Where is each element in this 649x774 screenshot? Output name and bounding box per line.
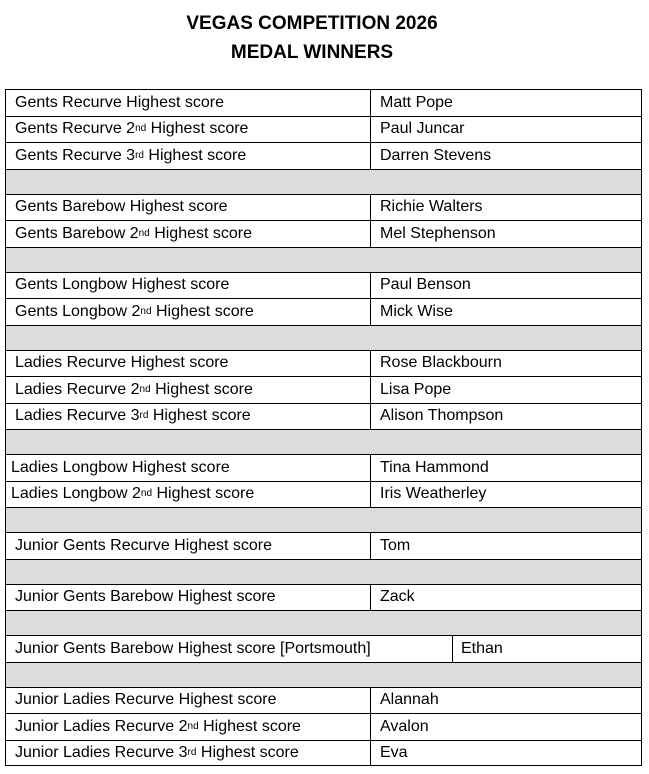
category-label: Gents Longbow 2 nd Highest score bbox=[15, 302, 254, 320]
column-divider bbox=[370, 404, 371, 430]
winner-name: Zack bbox=[380, 588, 415, 606]
column-divider bbox=[370, 195, 371, 221]
category-label: Ladies Longbow 2 nd Highest score bbox=[11, 485, 255, 503]
winner-name: Mel Stephenson bbox=[380, 224, 496, 242]
separator-row bbox=[5, 610, 642, 635]
separator-row bbox=[5, 429, 642, 454]
table-row bbox=[5, 116, 642, 143]
table-row bbox=[5, 454, 642, 481]
column-divider bbox=[370, 714, 371, 740]
document-subtitle: MEDAL WINNERS bbox=[230, 42, 394, 63]
column-divider bbox=[370, 741, 371, 766]
table-row bbox=[5, 687, 642, 714]
winner-name: Alison Thompson bbox=[380, 407, 504, 425]
category-label: Junior Ladies Recurve 2 nd Highest score bbox=[15, 717, 301, 735]
column-divider bbox=[370, 351, 371, 377]
separator-row bbox=[5, 662, 642, 687]
winner-name: Eva bbox=[380, 743, 408, 761]
column-divider bbox=[370, 273, 371, 299]
winner-name: Matt Pope bbox=[380, 93, 453, 111]
category-label: Gents Recurve 2 nd Highest score bbox=[15, 120, 249, 138]
column-divider bbox=[370, 221, 371, 247]
category-label: Ladies Recurve 2 nd Highest score bbox=[15, 380, 253, 398]
table-row bbox=[5, 376, 642, 403]
column-divider bbox=[370, 90, 371, 116]
category-label: Ladies Recurve 3 rd Highest score bbox=[15, 407, 251, 425]
table-row bbox=[5, 142, 642, 169]
table-row bbox=[5, 350, 642, 377]
category-label: Gents Recurve Highest score bbox=[15, 93, 224, 111]
table-row bbox=[5, 89, 642, 116]
winner-name: Iris Weatherley bbox=[380, 485, 487, 503]
category-label: Junior Gents Barebow Highest score bbox=[15, 588, 276, 606]
table-row bbox=[5, 584, 642, 611]
table-row bbox=[5, 272, 642, 299]
table-row bbox=[5, 403, 642, 430]
table-row bbox=[5, 298, 642, 325]
column-divider bbox=[370, 585, 371, 611]
column-divider bbox=[370, 377, 371, 403]
column-divider bbox=[370, 533, 371, 559]
winner-name: Ethan bbox=[461, 639, 503, 657]
winner-name: Lisa Pope bbox=[380, 380, 452, 398]
winner-name: Paul Benson bbox=[380, 276, 471, 294]
winner-name: Rose Blackbourn bbox=[380, 354, 502, 372]
winner-name: Darren Stevens bbox=[380, 146, 492, 164]
column-divider bbox=[370, 455, 371, 481]
winner-name: Paul Juncar bbox=[380, 120, 465, 138]
column-divider bbox=[370, 117, 371, 143]
separator-row bbox=[5, 247, 642, 272]
winner-name: Tina Hammond bbox=[380, 458, 489, 476]
category-label: Gents Barebow 2 nd Highest score bbox=[15, 224, 253, 242]
category-label: Gents Barebow Highest score bbox=[15, 198, 228, 216]
document-title: VEGAS COMPETITION 2026 bbox=[186, 13, 438, 34]
column-divider bbox=[370, 688, 371, 714]
column-divider bbox=[370, 299, 371, 325]
table-row bbox=[5, 481, 642, 508]
separator-row bbox=[5, 169, 642, 194]
separator-row bbox=[5, 559, 642, 584]
winner-name: Richie Walters bbox=[380, 198, 483, 216]
table-row bbox=[5, 194, 642, 221]
table-row bbox=[5, 740, 642, 767]
category-label: Ladies Recurve Highest score bbox=[15, 354, 229, 372]
winner-name: Alannah bbox=[380, 691, 439, 709]
separator-row bbox=[5, 325, 642, 350]
category-label: Ladies Longbow Highest score bbox=[11, 458, 230, 476]
winner-name: Tom bbox=[380, 536, 411, 554]
table-row bbox=[5, 713, 642, 740]
table-row bbox=[5, 532, 642, 559]
column-divider bbox=[370, 143, 371, 169]
separator-row bbox=[5, 507, 642, 532]
category-label: Gents Recurve 3 rd Highest score bbox=[15, 146, 247, 164]
table-row bbox=[5, 220, 642, 247]
medal-winners-table bbox=[5, 89, 642, 766]
category-label: Junior Ladies Recurve Highest score bbox=[15, 691, 277, 709]
category-label: Junior Ladies Recurve 3 rd Highest score bbox=[15, 743, 299, 761]
column-divider bbox=[370, 482, 371, 508]
winner-name: Mick Wise bbox=[380, 302, 453, 320]
category-label: Gents Longbow Highest score bbox=[15, 276, 230, 294]
winner-name: Avalon bbox=[380, 717, 429, 735]
column-divider bbox=[452, 636, 453, 662]
table-row bbox=[5, 635, 642, 662]
category-label: Junior Gents Barebow Highest score [Portsmouth] bbox=[15, 639, 371, 657]
category-label: Junior Gents Recurve Highest score bbox=[15, 536, 272, 554]
